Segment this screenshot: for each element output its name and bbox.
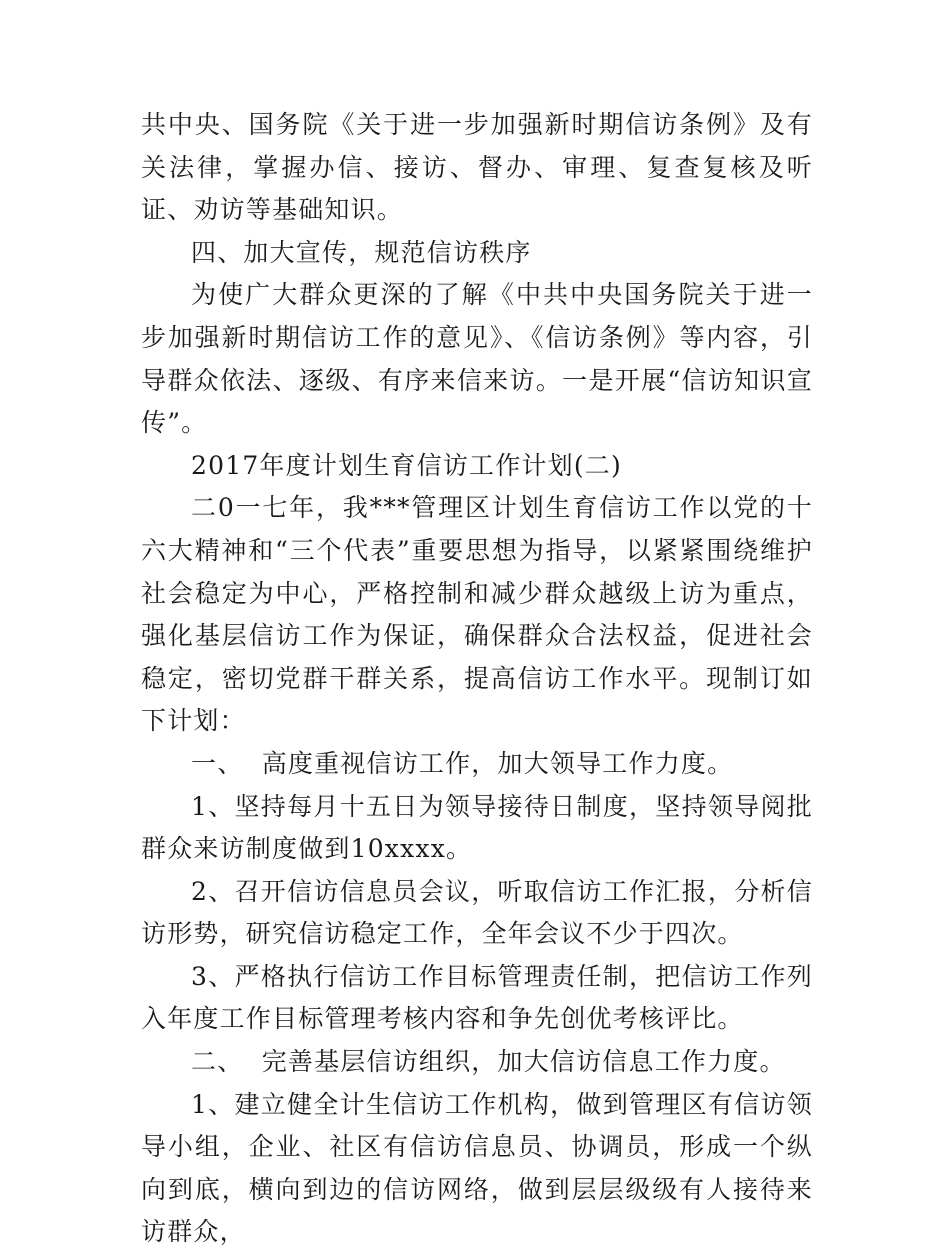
paragraph-9: 3、严格执行信访工作目标管理责任制，把信访工作列入年度工作目标管理考核内容和争先创优考核评比。	[141, 961, 813, 1034]
paragraph-7: 1、坚持每月十五日为领导接待日制度，坚持领导阅批群众来访制度做到10xxxx。	[141, 791, 813, 864]
paragraph-11: 1、建立健全计生信访工作机构，做到管理区有信访领导小组，企业、社区有信访信息员、协调员，形成一个纵向到底，横向到边的信访网络，做到层层级级有人接待来访群众，	[141, 1089, 813, 1247]
paragraph-5: 二0一七年，我***管理区计划生育信访工作以党的十六大精神和“三个代表”重要思想为指导，以紧紧围绕维护社会稳定为中心，严格控制和减少群众越级上访为重点，强化基层信访工作为保证，确保群众合法权益，促进社会稳定，密切党群干群关系，提高信访工作水平。现制订如下计划：	[141, 493, 813, 736]
paragraph-2: 四、加大宣传，规范信访秩序	[191, 237, 532, 267]
paragraph-10: 二、 完善基层信访组织，加大信访信息工作力度。	[191, 1047, 786, 1077]
paragraph-6: 一、 高度重视信访工作，加大领导工作力度。	[191, 748, 734, 778]
paragraph-3: 为使广大群众更深的了解《中共中央国务院关于进一步加强新时期信访工作的意见》、《信访条例》等内容，引导群众依法、逐级、有序来信来访。一是开展“信访知识宣传”。	[141, 280, 813, 438]
document-body	[141, 104, 813, 1254]
paragraph-4: 2017年度计划生育信访工作计划(二)	[191, 450, 622, 480]
paragraph-8: 2、召开信访信息员会议，听取信访工作汇报，分析信访形势，研究信访稳定工作，全年会议不少于四次。	[141, 876, 813, 949]
paragraph-1: 共中央、国务院《关于进一步加强新时期信访条例》及有关法律，掌握办信、接访、督办、审理、复查复核及听证、劝访等基础知识。	[141, 110, 813, 225]
